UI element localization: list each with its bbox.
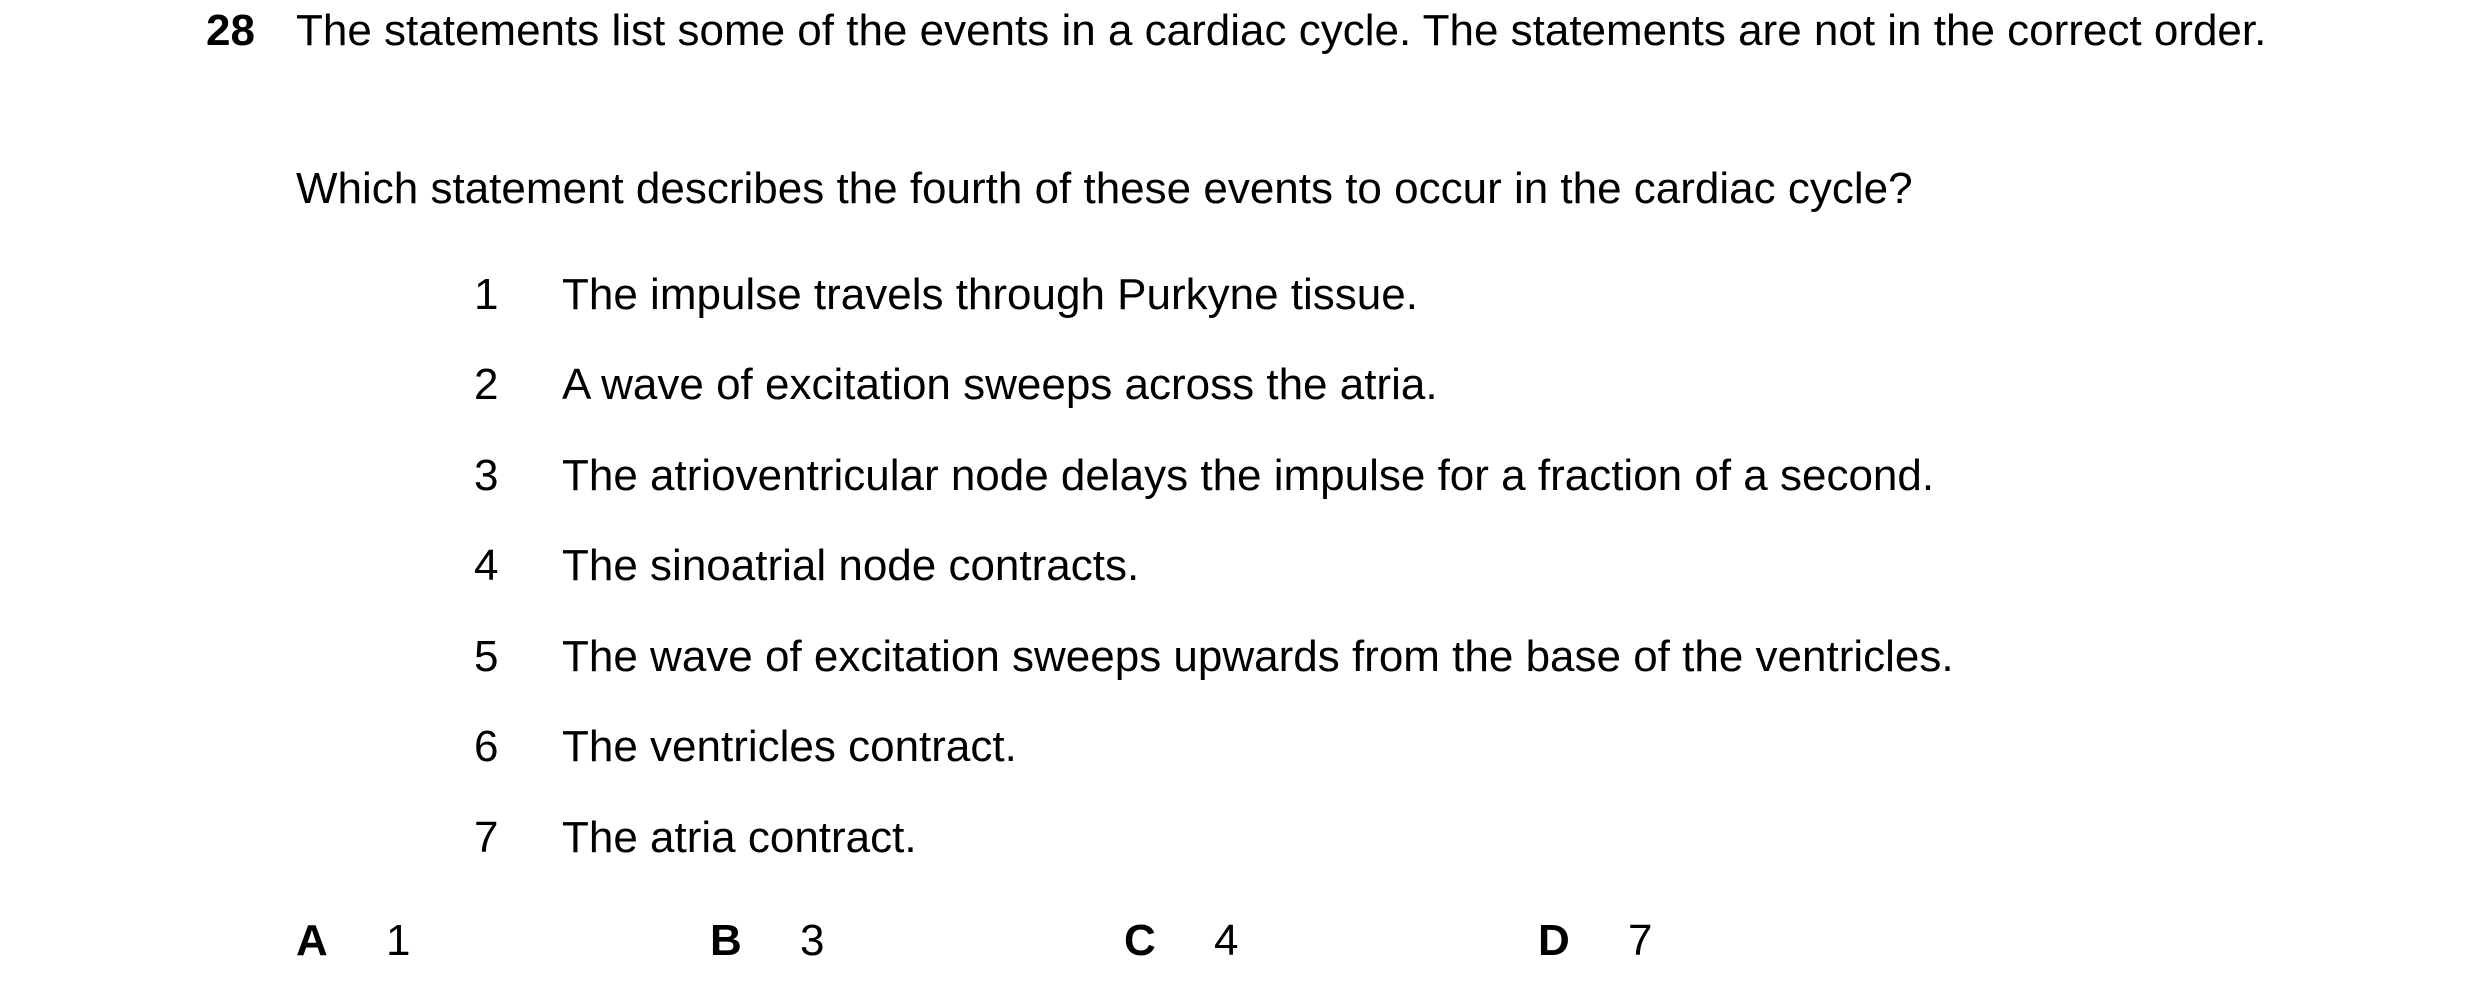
statement-item [0, 358, 2480, 412]
question-number: 28 [206, 6, 255, 55]
statement-number: 6 [474, 722, 499, 771]
statement-number: 2 [474, 360, 499, 409]
statement-text: The impulse travels through Purkyne tissue. [562, 270, 1418, 319]
option-value: 4 [1214, 916, 1239, 965]
statement-text: The sinoatrial node contracts. [562, 541, 1140, 590]
statement-item [0, 449, 2480, 503]
option-value: 3 [800, 916, 825, 965]
question-prompt: Which statement describes the fourth of these events to occur in the cardiac cycle? [296, 164, 1913, 213]
option-value: 7 [1628, 916, 1653, 965]
statement-number: 4 [474, 541, 499, 590]
statement-item [0, 539, 2480, 593]
option-letter: C [1124, 916, 1156, 965]
option-letter: D [1538, 916, 1570, 965]
statement-number: 7 [474, 813, 499, 862]
option-letter: B [710, 916, 742, 965]
answer-options [0, 914, 2480, 974]
question-stem: The statements list some of the events in a cardiac cycle. The statements are not in the correct order. [296, 6, 2267, 55]
statement-number: 5 [474, 632, 499, 681]
statement-item [0, 811, 2480, 865]
statement-item [0, 268, 2480, 322]
statement-text: A wave of excitation sweeps across the atria. [562, 360, 1438, 409]
statement-number: 1 [474, 270, 499, 319]
statement-text: The ventricles contract. [562, 722, 1017, 771]
option-value: 1 [386, 916, 411, 965]
statement-number: 3 [474, 451, 499, 500]
option-letter: A [296, 916, 328, 965]
statement-text: The atria contract. [562, 813, 917, 862]
statement-item [0, 630, 2480, 684]
statement-text: The wave of excitation sweeps upwards from the base of the ventricles. [562, 632, 1954, 681]
statement-item [0, 720, 2480, 774]
statement-text: The atrioventricular node delays the impulse for a fraction of a second. [562, 451, 1935, 500]
